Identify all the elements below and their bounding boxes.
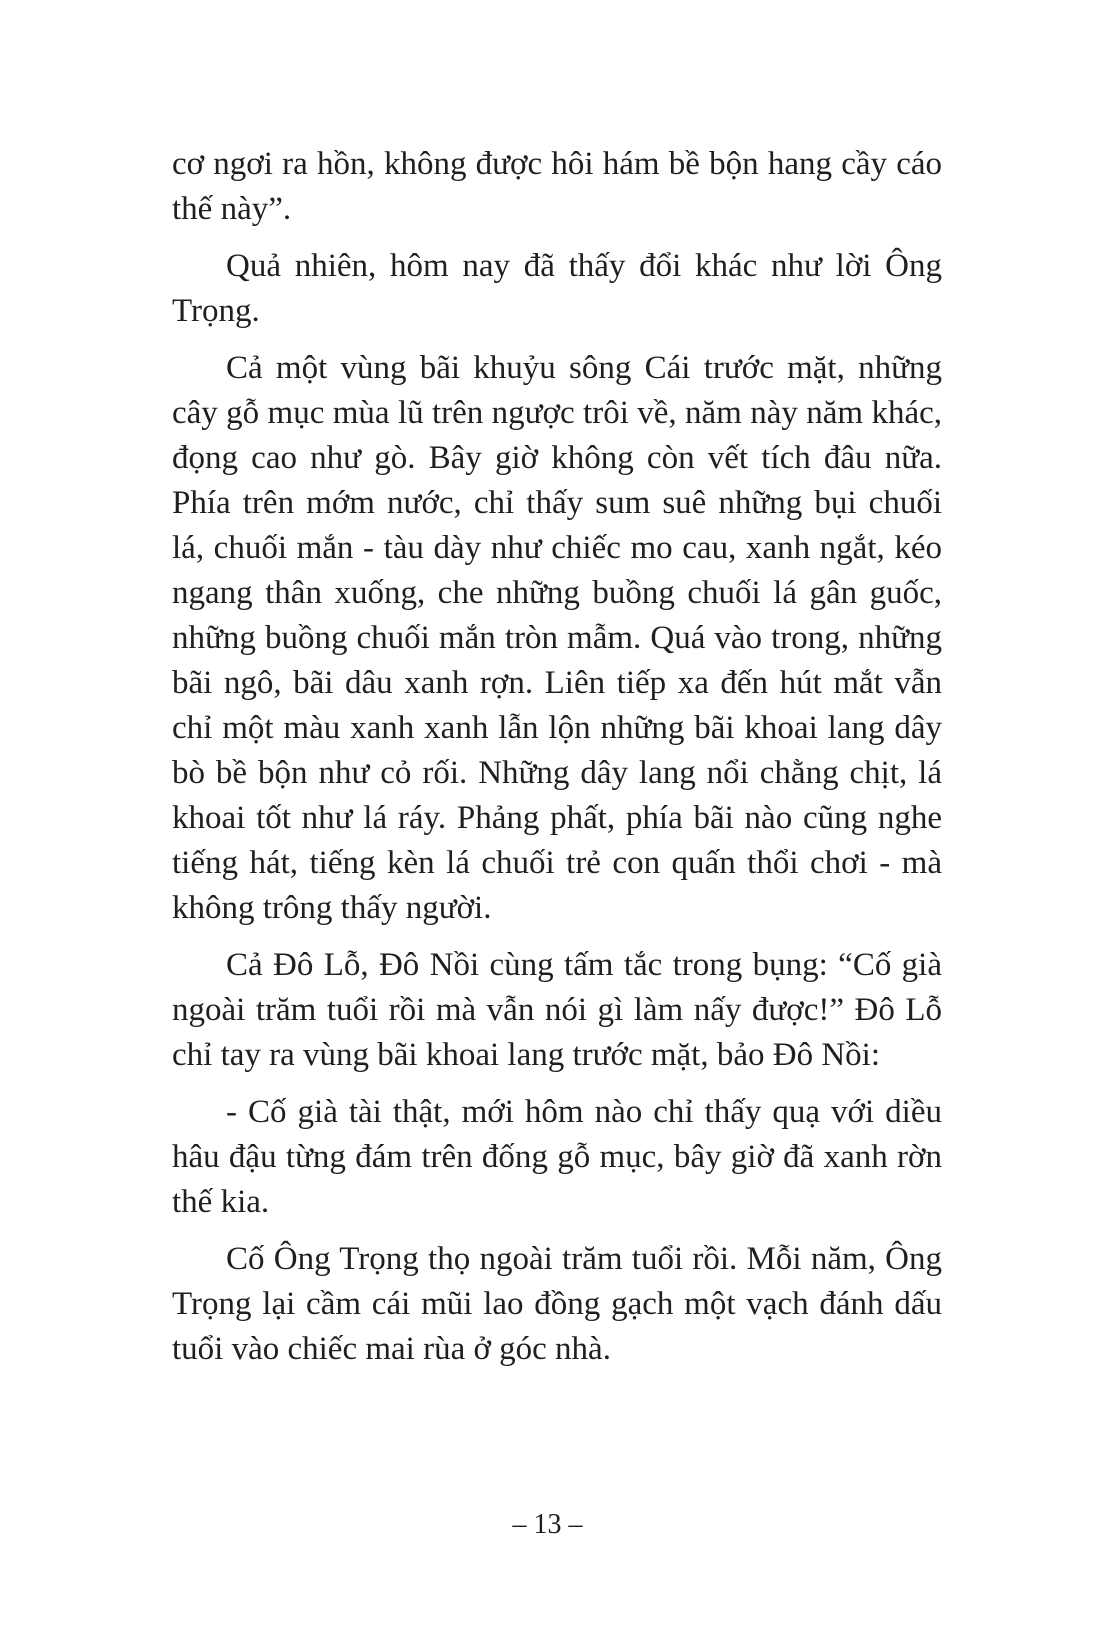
paragraph-3: Cả một vùng bãi khuỷu sông Cái trước mặt, những cây gỗ mục mùa lũ trên ngược trôi về, năm này năm khác, đọng cao như gò. Bây giờ không còn vết tích đâu nữa. Phía trên mớm nước, chỉ thấy sum suê những bụi chuối lá, chuối mắn - tàu dày như chiếc mo cau, xanh ngắt, kéo ngang thân xuống, che những buồng chuối lá gân guốc, những buồng chuối mắn tròn mẫm. Quá vào trong, những bãi ngô, bãi dâu xanh rợn. Liên tiếp xa đến hút mắt vẫn chỉ một màu xanh xanh lẫn lộn những bãi khoai lang dây bò bề bộn như cỏ rối. Những dây lang nổi chằng chịt, lá khoai tốt như lá ráy. Phảng phất, phía bãi nào cũng nghe tiếng hát, tiếng kèn lá chuối trẻ con quấn thổi chơi - mà không trông thấy người. [172,350,942,926]
paragraph-5: - Cố già tài thật, mới hôm nào chỉ thấy quạ với diều hâu đậu từng đám trên đống gỗ mục, bây giờ đã xanh rờn thế kia. [172,1094,942,1220]
paragraph-6: Cố Ông Trọng thọ ngoài trăm tuổi rồi. Mỗi năm, Ông Trọng lại cầm cái mũi lao đồng gạch một vạch đánh dấu tuổi vào chiếc mai rùa ở góc nhà. [172,1241,942,1367]
page-number: – 13 – [512,1509,583,1540]
body-text [172,142,942,1384]
paragraph-1: cơ ngơi ra hồn, không được hôi hám bề bộn hang cầy cáo thế này”. [172,146,942,227]
paragraph-4: Cả Đô Lỗ, Đô Nồi cùng tấm tắc trong bụng: “Cố già ngoài trăm tuổi rồi mà vẫn nói gì làm nấy được!” Đô Lỗ chỉ tay ra vùng bãi khoai lang trước mặt, bảo Đô Nồi: [172,947,942,1073]
paragraph-2: Quả nhiên, hôm nay đã thấy đổi khác như lời Ông Trọng. [172,248,942,329]
